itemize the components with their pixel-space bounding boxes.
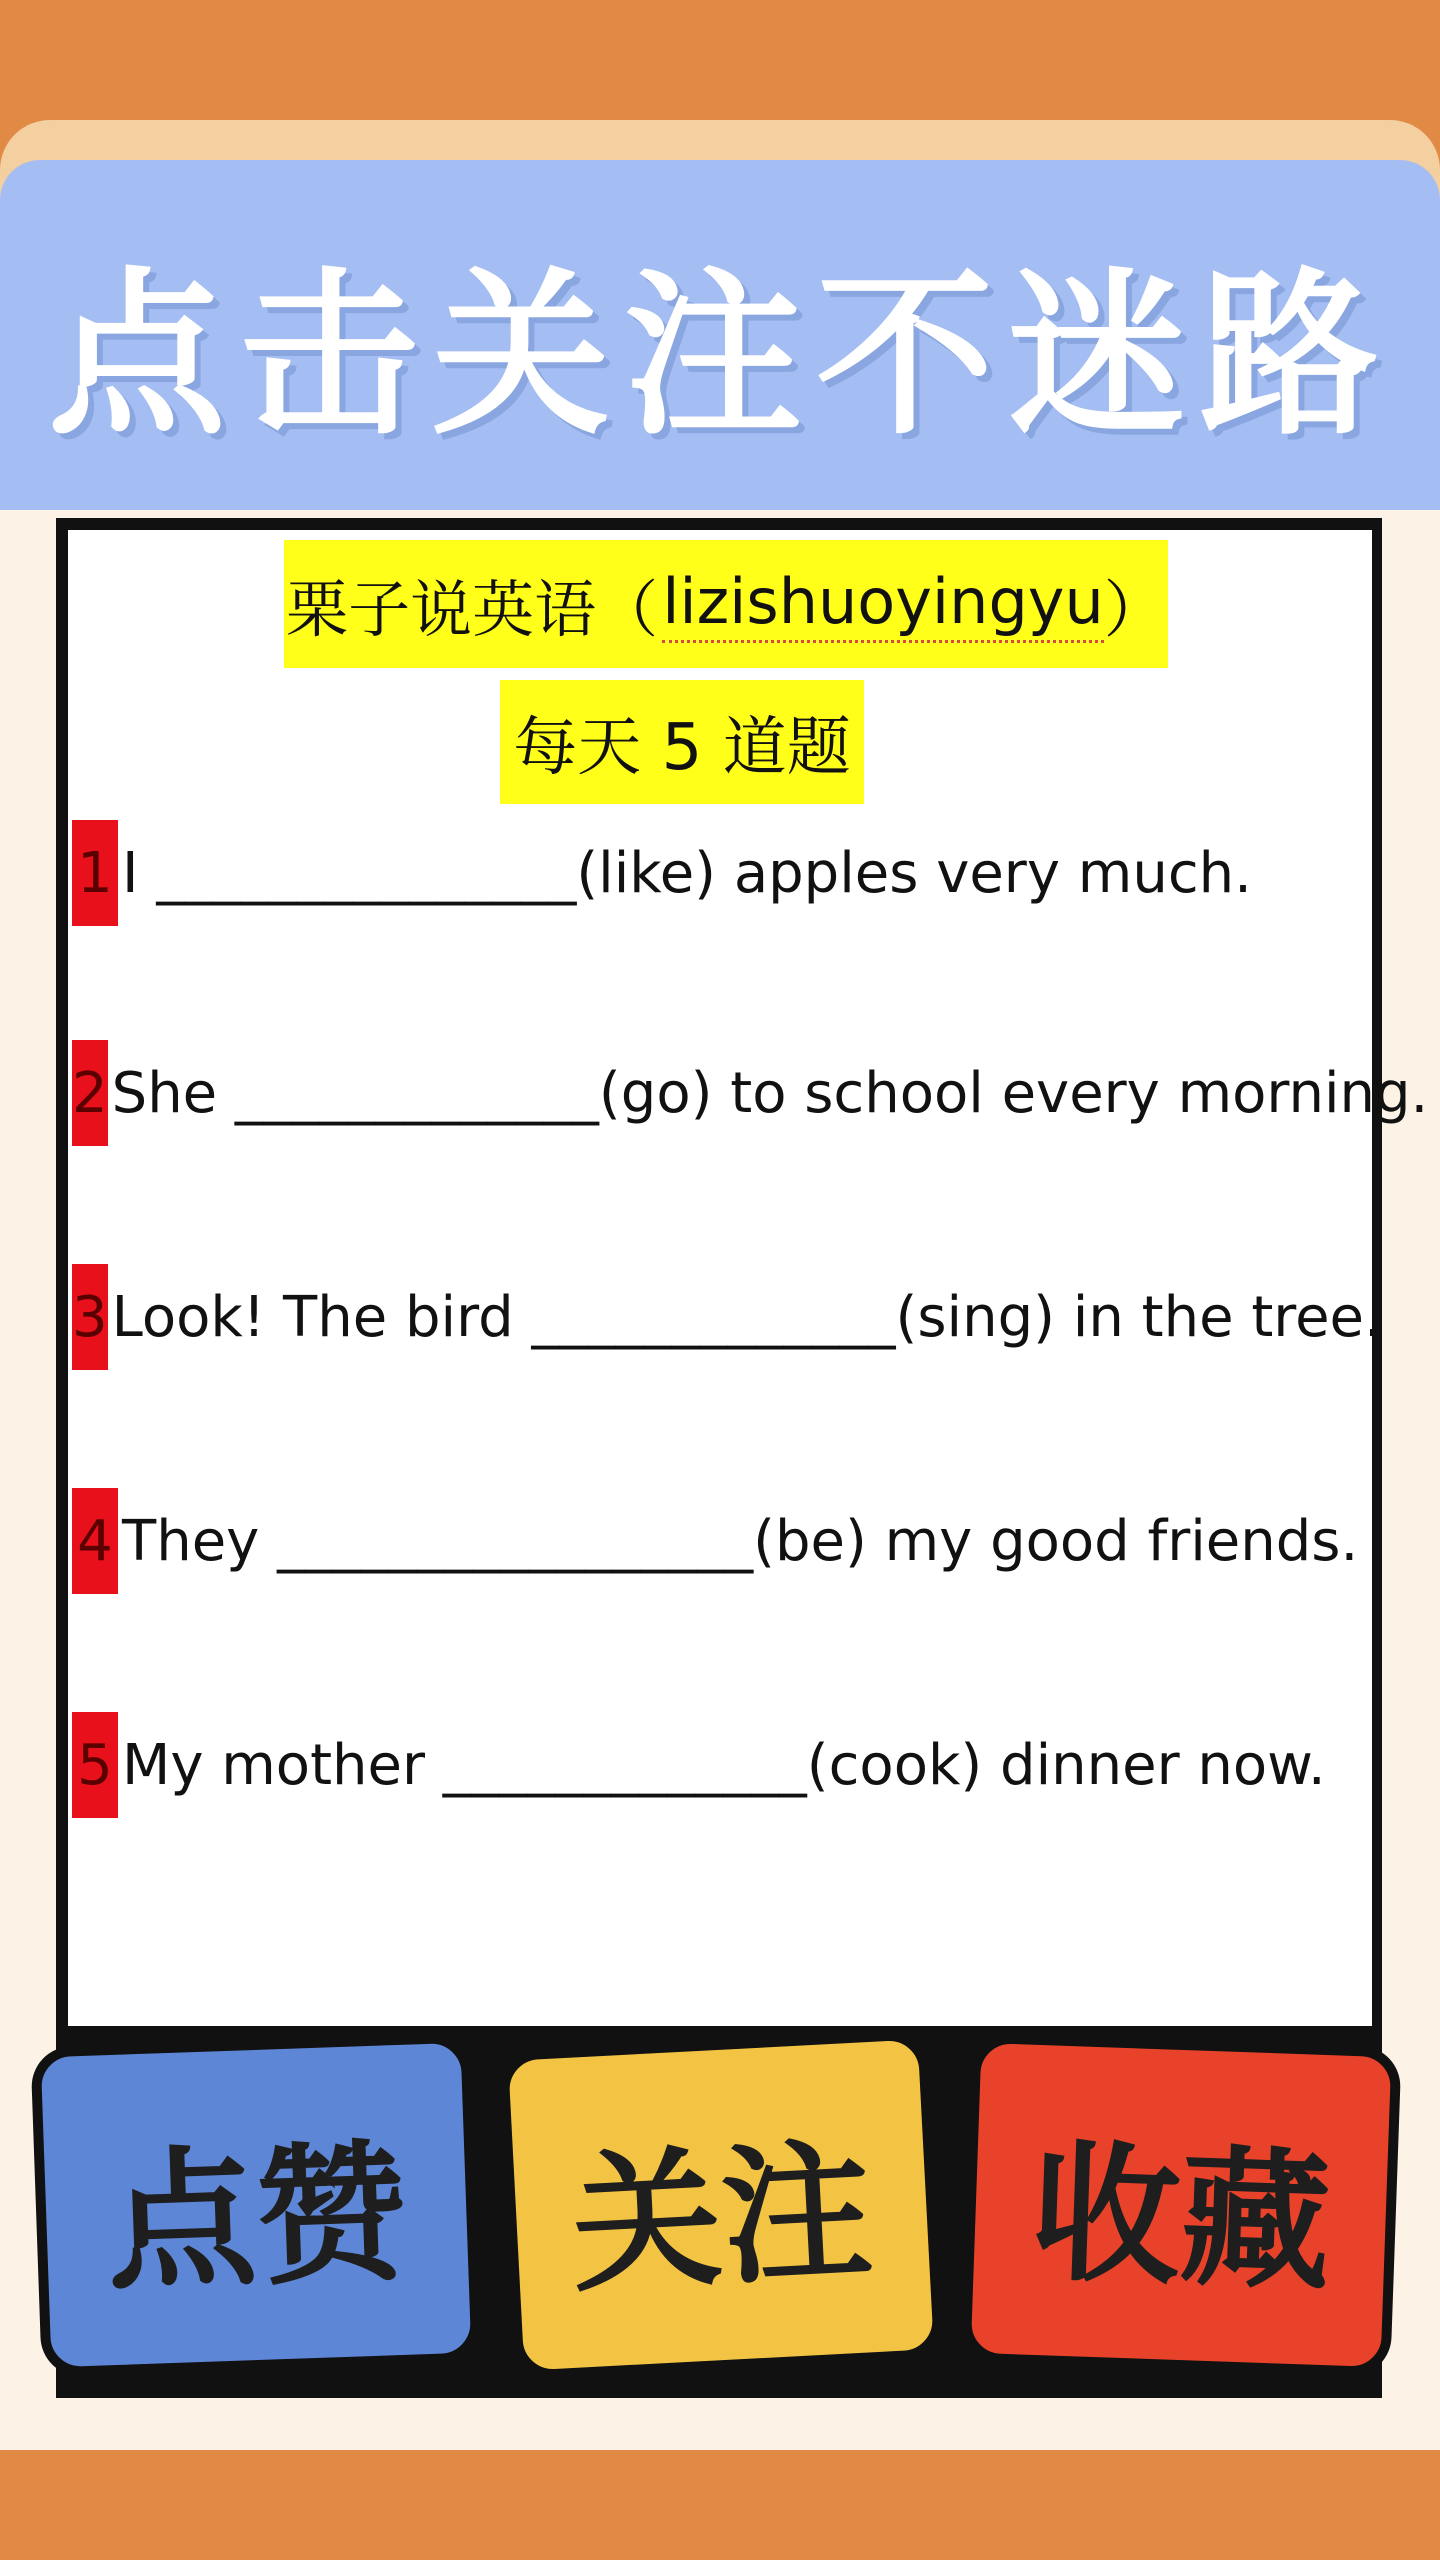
question-number-badge: 3	[72, 1264, 108, 1370]
question-text: My mother _____________(cook) dinner now.	[122, 1732, 1326, 1798]
favorite-button[interactable]: 收藏	[960, 2033, 1401, 2378]
title-pinyin: lizishuoyingyu	[662, 565, 1104, 643]
follow-button[interactable]: 关注	[498, 2029, 945, 2381]
question-item	[72, 820, 1372, 926]
question-text: Look! The bird _____________(sing) in the tree.	[111, 1284, 1382, 1350]
question-item	[72, 1712, 1372, 1818]
question-text: I _______________(like) apples very much.	[122, 840, 1252, 906]
question-item	[72, 1040, 1429, 1146]
worksheet-subtitle: 每天 5 道题	[500, 680, 864, 804]
action-bar	[36, 2040, 1404, 2400]
question-text: She _____________(go) to school every morning.	[111, 1060, 1429, 1126]
follow-prompt-banner: 点击关注不迷路	[48, 252, 1392, 459]
question-item	[72, 1264, 1382, 1370]
question-text: They _________________(be) my good friends.	[122, 1508, 1359, 1574]
question-number-badge: 2	[72, 1040, 108, 1146]
question-number-badge: 1	[72, 820, 118, 926]
question-item	[72, 1488, 1372, 1594]
question-number-badge: 4	[72, 1488, 118, 1594]
like-button[interactable]: 点赞	[30, 2032, 481, 2377]
question-number-badge: 5	[72, 1712, 118, 1818]
title-close: ）	[1103, 572, 1166, 646]
worksheet-title	[284, 540, 1168, 668]
title-chinese: 栗子说英语（	[286, 572, 659, 646]
